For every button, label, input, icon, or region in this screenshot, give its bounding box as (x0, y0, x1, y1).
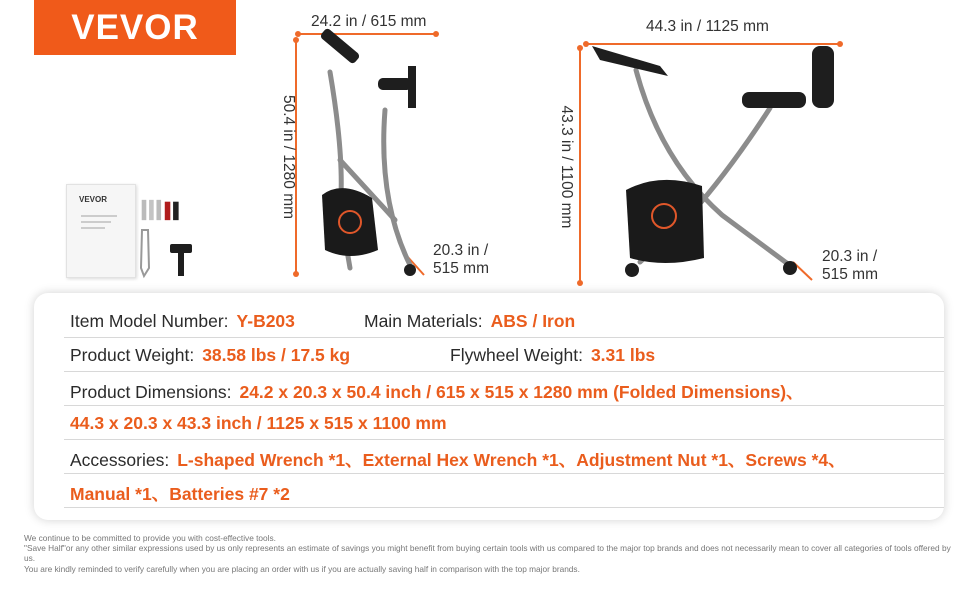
folded-depth-label-line2: 515 mm (433, 260, 489, 277)
footer-disclaimer (24, 533, 960, 574)
spec-row-dimensions (64, 371, 944, 406)
model-label: Item Model Number: (70, 311, 229, 331)
unfolded-depth-label-line2: 515 mm (822, 266, 878, 283)
footer-line-3: You are kindly reminded to verify carefully when you are placing an order with us if you are actually saving half in comparison with the top major brands. (24, 563, 580, 574)
vevor-logo: VEVOR (34, 0, 236, 55)
flywheel-label: Flywheel Weight: (450, 345, 583, 365)
dimensions-value-line1: 24.2 x 20.3 x 50.4 inch / 615 x 515 x 1280 mm (Folded Dimensions)、 (239, 382, 804, 402)
spec-row-accessories (64, 439, 944, 474)
dimensions-label: Product Dimensions: (70, 382, 232, 402)
footer-line-2: "Save Half"or any other similar expressions used by us only represents an estimate of savings you might benefit from buying certain tools with us compared to the major top brands and does not necessarily mean to cover all categories of tools offered by us. (24, 543, 951, 564)
unfolded-height-label: 43.3 in / 1100 mm (558, 105, 575, 229)
spec-row-accessories-cont (64, 473, 944, 508)
accessories-value-line2: Manual *1、Batteries #7 *2 (70, 484, 290, 504)
folded-depth-label-line1: 20.3 in / (433, 242, 489, 259)
folded-height-label: 50.4 in / 1280 mm (280, 94, 297, 220)
weight-value: 38.58 lbs / 17.5 kg (202, 345, 351, 365)
accessories-label: Accessories: (70, 450, 170, 470)
spec-row-dimensions-cont (64, 405, 944, 440)
folded-width-label: 24.2 in / 615 mm (311, 13, 427, 30)
specifications-panel (34, 293, 944, 520)
materials-value: ABS / Iron (490, 311, 576, 331)
manual-logo: VEVOR (79, 195, 108, 204)
accessories-value-line1: L-shaped Wrench *1、External Hex Wrench *1、Adjustment Nut *1、Screws *4、 (177, 450, 846, 470)
model-value: Y-B203 (236, 311, 295, 331)
dimensions-value-line2: 44.3 x 20.3 x 43.3 inch / 1125 x 515 x 1100 mm (70, 413, 447, 433)
footer-line-1: We continue to be committed to provide you with cost-effective tools. (24, 533, 276, 543)
spec-row-model (64, 303, 944, 338)
unfolded-width-label: 44.3 in / 1125 mm (646, 18, 769, 35)
weight-label: Product Weight: (70, 345, 195, 365)
unfolded-depth-label-line1: 20.3 in / (822, 248, 878, 265)
spec-row-weight (64, 337, 944, 372)
flywheel-value: 3.31 lbs (590, 345, 656, 365)
materials-label: Main Materials: (364, 311, 483, 331)
